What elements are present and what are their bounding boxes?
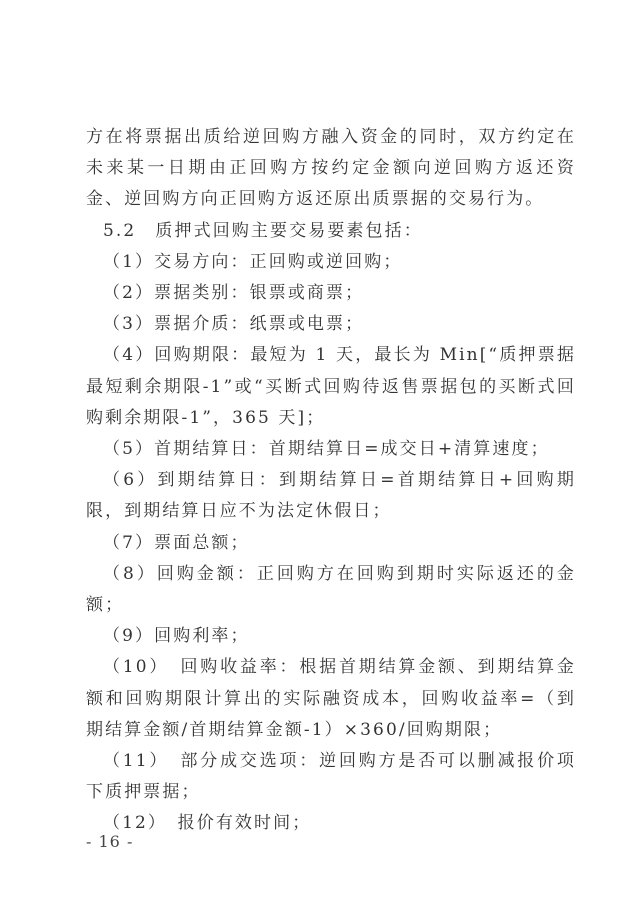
section-5-2-heading: 5.2 质押式回购主要交易要素包括： [103, 220, 423, 241]
list-item-12: （12） 报价有效时间； [103, 813, 312, 834]
list-item-7: （7）票面总额； [103, 532, 250, 553]
list-item-8: （8）回购金额：正回购方在回购到期时实际返还的金额； [86, 563, 576, 616]
list-item-5: （5）首期结算日：首期结算日=成交日+清算速度； [103, 439, 550, 460]
list-item-10: （10） 回购收益率：根据首期结算金额、到期结算金额和回购期限计算出的实际融资成本，回购收益率=（到期结算金额/首期结算金额-1）×360/回购期限； [86, 657, 576, 740]
list-item-1: （1）交易方向：正回购或逆回购； [103, 251, 403, 272]
list-item-6: （6）到期结算日：到期结算日=首期结算日+回购期限，到期结算日应不为法定休假日； [86, 470, 576, 522]
list-item-2: （2）票据类别：银票或商票； [103, 283, 365, 304]
list-item-11: （11） 部分成交选项：逆回购方是否可以删减报价项下质押票据； [86, 751, 576, 803]
page-number: - 16 - [86, 832, 134, 851]
list-item-9: （9）回购利率； [103, 626, 250, 647]
body-text [86, 122, 576, 840]
paragraph-continuation: 方在将票据出质给逆回购方融入资金的同时，双方约定在未来某一日期由正回购方按约定金额向逆回购方返还资金、逆回购方向正回购方返还原出质票据的交易行为。 [86, 127, 576, 210]
list-item-4: （4）回购期限：最短为 1 天，最长为 Min[“质押票据最短剩余期限-1”或“买断式回购待返售票据包的买断式回购剩余期限-1”，365 天]； [86, 345, 576, 428]
list-item-3: （3）票据介质：纸票或电票； [103, 314, 365, 335]
